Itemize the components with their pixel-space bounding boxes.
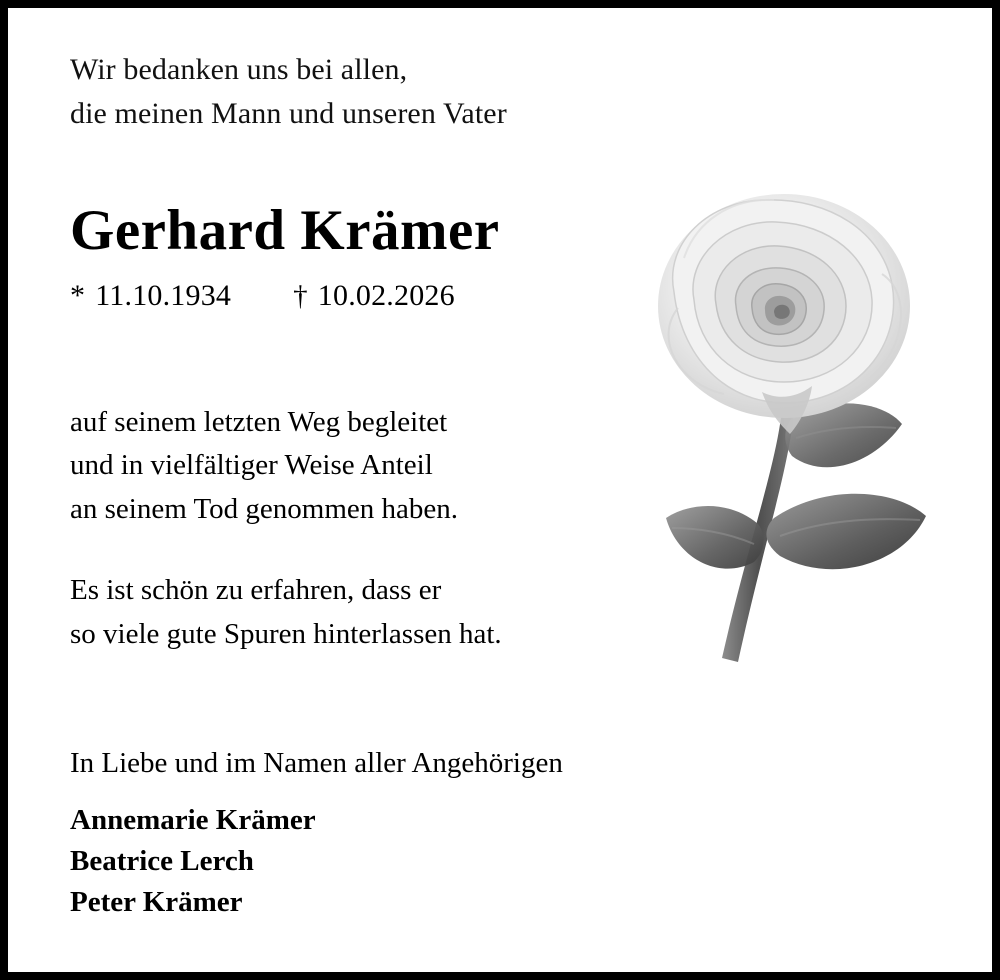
paragraph-two-line-2: so viele gute Spuren hinterlassen hat. xyxy=(70,617,502,650)
rose-leaf-left xyxy=(666,506,764,569)
paragraph-one-line-2: und in vielfältiger Weise Anteil xyxy=(70,449,433,482)
deceased-name: Gerhard Krämer xyxy=(70,199,500,262)
rose-icon xyxy=(634,188,954,688)
family-name-1: Annemarie Krämer xyxy=(70,803,316,836)
notice-text-column xyxy=(70,48,670,923)
life-dates xyxy=(70,279,670,313)
notice-inner xyxy=(8,8,992,972)
paragraph-two-line-1: Es ist schön zu erfahren, dass er xyxy=(70,574,442,607)
intro-text xyxy=(70,48,670,135)
family-name-3: Peter Krämer xyxy=(70,886,243,919)
intro-line-1: Wir bedanken uns bei allen, xyxy=(70,53,408,86)
paragraph-one xyxy=(70,401,670,532)
cross-icon: † xyxy=(293,279,308,312)
paragraph-one-line-1: auf seinem letzten Weg begleitet xyxy=(70,405,448,438)
paragraph-one-line-3: an seinem Tod genommen haben. xyxy=(70,492,459,525)
closing-line: In Liebe und im Namen aller Angehörigen xyxy=(70,747,563,780)
paragraph-two xyxy=(70,569,670,656)
birth-date: 11.10.1934 xyxy=(95,278,232,312)
intro-line-2: die meinen Mann und unseren Vater xyxy=(70,96,507,130)
family-name-2: Beatrice Lerch xyxy=(70,845,254,878)
rose-leaf-right xyxy=(766,494,926,569)
family-signatures xyxy=(70,800,670,924)
death-date: 10.02.2026 xyxy=(317,278,455,312)
birth-symbol: * xyxy=(70,278,86,312)
